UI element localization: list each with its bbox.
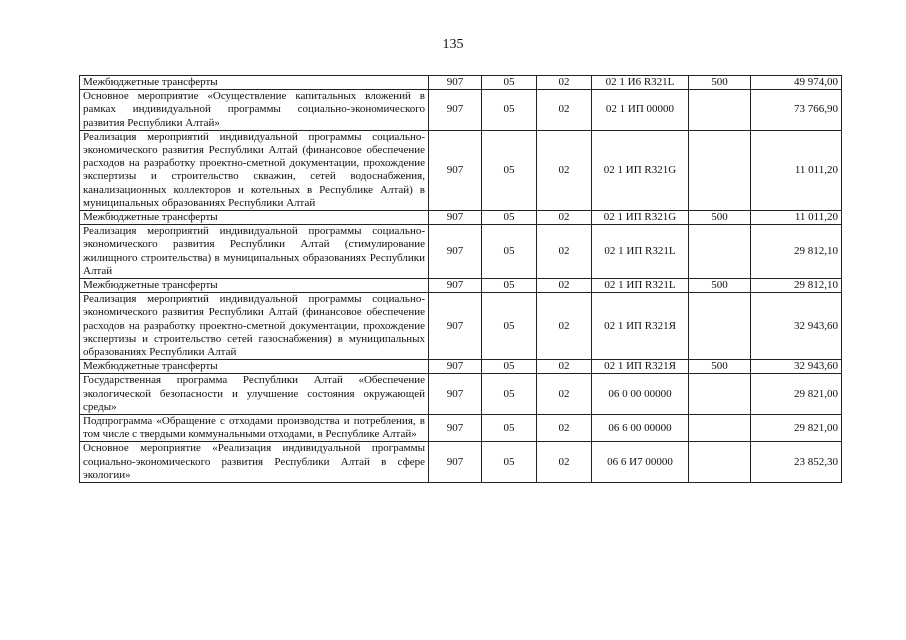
cell-name: Реализация мероприятий индивидуальной программы социально-экономического развития Республики Алтай (стимулирование жилищного строительства) в муниципальных образованиях Республики Алтай — [80, 225, 429, 279]
cell-subsection-code: 02 — [537, 374, 592, 415]
table-row — [80, 442, 842, 483]
cell-subsection-code: 02 — [537, 211, 592, 225]
cell-name: Подпрограмма «Обращение с отходами производства и потребления, в том числе с твердыми коммунальными отходами, в Республике Алтай» — [80, 415, 429, 442]
cell-expense-type-code: 500 — [689, 76, 751, 90]
table-row — [80, 225, 842, 279]
cell-target-article-code: 02 1 ИП R321L — [592, 279, 689, 293]
cell-department-code: 907 — [429, 225, 482, 279]
cell-section-code: 05 — [482, 442, 537, 483]
cell-expense-type-code: 500 — [689, 279, 751, 293]
cell-subsection-code: 02 — [537, 90, 592, 131]
cell-target-article-code: 02 1 И6 R321L — [592, 76, 689, 90]
table-row — [80, 90, 842, 131]
page-number: 135 — [442, 37, 464, 52]
cell-subsection-code: 02 — [537, 76, 592, 90]
table-row — [80, 360, 842, 374]
cell-expense-type-code — [689, 225, 751, 279]
cell-amount: 23 852,30 — [751, 442, 842, 483]
cell-department-code: 907 — [429, 374, 482, 415]
cell-amount: 29 821,00 — [751, 415, 842, 442]
cell-name: Реализация мероприятий индивидуальной программы социально-экономического развития Республики Алтай (финансовое обеспечение расходов на разработку проектно-сметной документации, прохождение экспертизы и строительство сетей газоснабжения) в муниципальных образованиях Республики Алтай — [80, 293, 429, 360]
cell-section-code: 05 — [482, 415, 537, 442]
cell-expense-type-code — [689, 415, 751, 442]
cell-name: Государственная программа Республики Алтай «Обеспечение экологической безопасности и улучшение состояния окружающей среды» — [80, 374, 429, 415]
cell-department-code: 907 — [429, 211, 482, 225]
cell-department-code: 907 — [429, 442, 482, 483]
cell-target-article-code: 06 0 00 00000 — [592, 374, 689, 415]
cell-target-article-code: 02 1 ИП R321Я — [592, 293, 689, 360]
cell-section-code: 05 — [482, 211, 537, 225]
cell-amount: 11 011,20 — [751, 211, 842, 225]
cell-section-code: 05 — [482, 90, 537, 131]
cell-subsection-code: 02 — [537, 279, 592, 293]
table-row — [80, 293, 842, 360]
cell-name: Основное мероприятие «Реализация индивидуальной программы социально-экономического развития Республики Алтай в сфере экологии» — [80, 442, 429, 483]
cell-department-code: 907 — [429, 279, 482, 293]
budget-table — [79, 75, 842, 483]
cell-name: Межбюджетные трансферты — [80, 76, 429, 90]
cell-target-article-code: 06 6 00 00000 — [592, 415, 689, 442]
cell-department-code: 907 — [429, 360, 482, 374]
cell-department-code: 907 — [429, 76, 482, 90]
cell-expense-type-code — [689, 293, 751, 360]
cell-target-article-code: 02 1 ИП R321G — [592, 211, 689, 225]
cell-expense-type-code — [689, 442, 751, 483]
cell-section-code: 05 — [482, 225, 537, 279]
cell-target-article-code: 02 1 ИП 00000 — [592, 90, 689, 131]
cell-expense-type-code: 500 — [689, 360, 751, 374]
cell-subsection-code: 02 — [537, 442, 592, 483]
cell-name: Межбюджетные трансферты — [80, 279, 429, 293]
table-row — [80, 76, 842, 90]
cell-name: Межбюджетные трансферты — [80, 211, 429, 225]
cell-name: Межбюджетные трансферты — [80, 360, 429, 374]
cell-amount: 73 766,90 — [751, 90, 842, 131]
table-row — [80, 130, 842, 210]
cell-amount: 32 943,60 — [751, 360, 842, 374]
cell-expense-type-code: 500 — [689, 211, 751, 225]
table-row — [80, 211, 842, 225]
table-row — [80, 415, 842, 442]
cell-subsection-code: 02 — [537, 415, 592, 442]
cell-expense-type-code — [689, 130, 751, 210]
cell-section-code: 05 — [482, 293, 537, 360]
cell-section-code: 05 — [482, 130, 537, 210]
table-row — [80, 279, 842, 293]
cell-department-code: 907 — [429, 293, 482, 360]
cell-target-article-code: 02 1 ИП R321L — [592, 225, 689, 279]
cell-target-article-code: 02 1 ИП R321Я — [592, 360, 689, 374]
cell-subsection-code: 02 — [537, 360, 592, 374]
cell-section-code: 05 — [482, 76, 537, 90]
cell-name: Основное мероприятие «Осуществление капитальных вложений в рамках индивидуальной программы социально-экономического развития Республики Алтай» — [80, 90, 429, 131]
cell-expense-type-code — [689, 374, 751, 415]
cell-department-code: 907 — [429, 130, 482, 210]
table-row — [80, 374, 842, 415]
cell-amount: 29 821,00 — [751, 374, 842, 415]
cell-subsection-code: 02 — [537, 225, 592, 279]
table-body — [80, 76, 842, 483]
cell-amount: 11 011,20 — [751, 130, 842, 210]
cell-target-article-code: 06 6 И7 00000 — [592, 442, 689, 483]
cell-section-code: 05 — [482, 374, 537, 415]
cell-expense-type-code — [689, 90, 751, 131]
cell-name: Реализация мероприятий индивидуальной программы социально-экономического развития Республики Алтай (финансовое обеспечение расходов на разработку проектно-сметной документации, прохождение экспертизы и строительство скважин, сетей водоснабжения, канализационных коллекторов и котельных в Республике Алтай) в муниципальных образованиях Республики Алтай — [80, 130, 429, 210]
cell-amount: 29 812,10 — [751, 279, 842, 293]
cell-section-code: 05 — [482, 279, 537, 293]
cell-subsection-code: 02 — [537, 293, 592, 360]
cell-amount: 32 943,60 — [751, 293, 842, 360]
cell-subsection-code: 02 — [537, 130, 592, 210]
cell-department-code: 907 — [429, 415, 482, 442]
cell-target-article-code: 02 1 ИП R321G — [592, 130, 689, 210]
cell-department-code: 907 — [429, 90, 482, 131]
cell-amount: 49 974,00 — [751, 76, 842, 90]
cell-amount: 29 812,10 — [751, 225, 842, 279]
cell-section-code: 05 — [482, 360, 537, 374]
